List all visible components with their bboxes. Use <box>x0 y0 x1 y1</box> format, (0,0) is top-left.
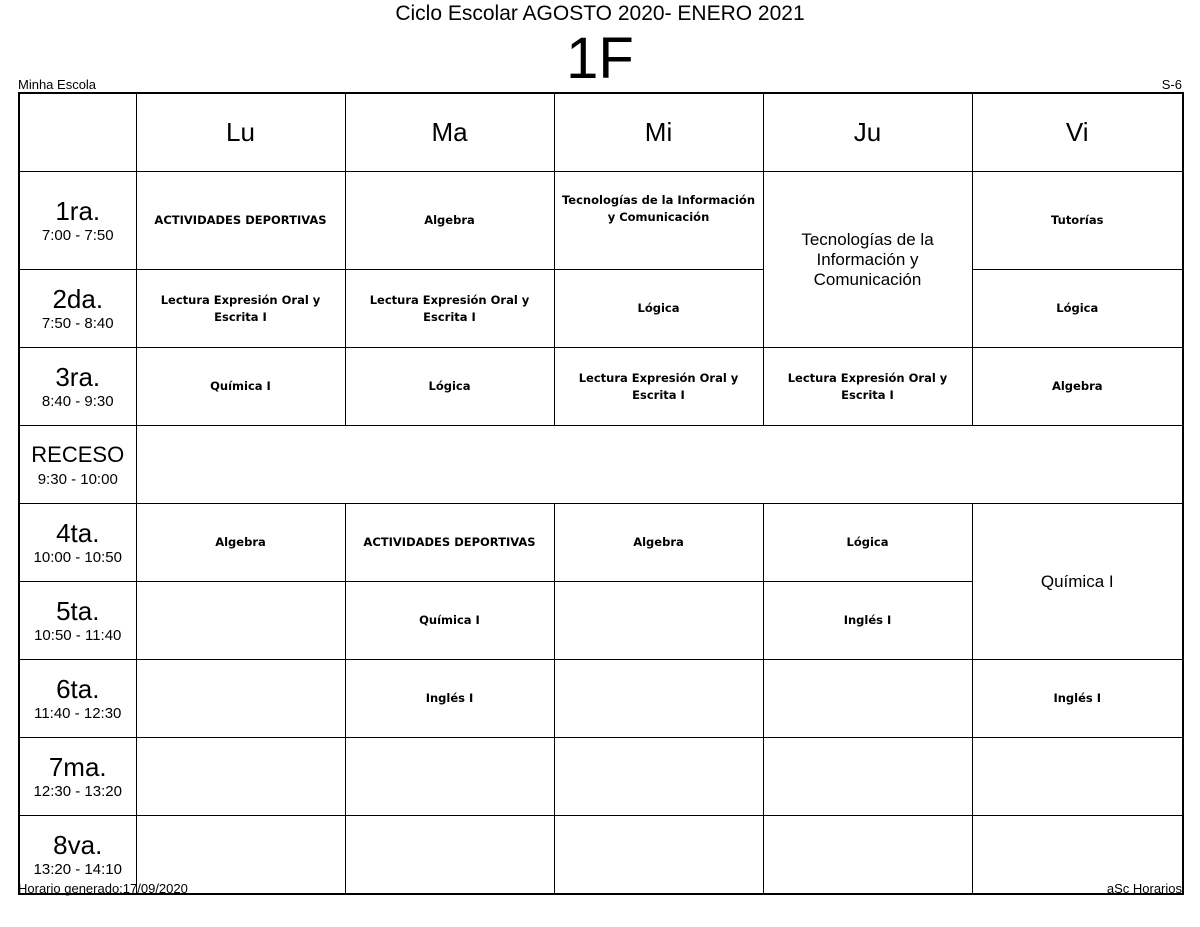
lesson-cell-p1-ma: Algebra <box>345 172 554 270</box>
period-time: 11:40 - 12:30 <box>34 705 122 722</box>
period-row-1 <box>19 172 1183 270</box>
class-name: 1F <box>566 26 634 91</box>
period-time: 9:30 - 10:00 <box>37 471 118 488</box>
period-name: 2da. <box>52 284 104 314</box>
period-time: 12:30 - 13:20 <box>33 783 122 800</box>
timetable-grid <box>18 92 1184 895</box>
period-label-break <box>19 426 136 504</box>
lesson-cell-p1-lu: ACTIVIDADES DEPORTIVAS <box>136 172 345 270</box>
period-label-2 <box>19 270 136 348</box>
day-header-lu: Lu <box>136 93 345 172</box>
break-cell <box>136 426 1183 504</box>
period-row-3 <box>19 348 1183 426</box>
period-time: 7:00 - 7:50 <box>41 227 114 244</box>
lesson-cell-p6-ju <box>763 660 972 738</box>
lesson-cell-p5-ma: Química I <box>345 582 554 660</box>
lesson-cell-p7-ma <box>345 738 554 816</box>
day-header-vi: Vi <box>972 93 1183 172</box>
lesson-cell-p4-ma: ACTIVIDADES DEPORTIVAS <box>345 504 554 582</box>
period-label-6 <box>19 660 136 738</box>
period-name: 5ta. <box>56 596 100 626</box>
lesson-cell-p6-ma: Inglés I <box>345 660 554 738</box>
period-label-4 <box>19 504 136 582</box>
lesson-cell-p6-lu <box>136 660 345 738</box>
break-row <box>19 426 1183 504</box>
day-header-ju: Ju <box>763 93 972 172</box>
lesson-cell-p3-lu: Química I <box>136 348 345 426</box>
lesson-cell-p5-ju: Inglés I <box>763 582 972 660</box>
period-label-1 <box>19 172 136 270</box>
period-name: 6ta. <box>56 674 100 704</box>
period-row-4 <box>19 504 1183 582</box>
lesson-cell-p3-ju: Lectura Expresión Oral y Escrita I <box>763 348 972 426</box>
lesson-cell-p3-vi: Algebra <box>972 348 1183 426</box>
day-header-row <box>19 93 1183 172</box>
software-credit: aSc Horarios <box>1106 881 1182 896</box>
lesson-cell-p2-vi: Lógica <box>972 270 1183 348</box>
lesson-cell-p4-ju: Lógica <box>763 504 972 582</box>
period-row-6 <box>19 660 1183 738</box>
lesson-cell-p7-ju <box>763 738 972 816</box>
period-time: 7:50 - 8:40 <box>41 315 114 332</box>
lesson-cell-p1-mi: Tecnologías de la Información y Comunicación <box>554 172 763 270</box>
lesson-cell-p7-mi <box>554 738 763 816</box>
lesson-cell-p3-ma: Lógica <box>345 348 554 426</box>
lesson-cell-p2-ma: Lectura Expresión Oral y Escrita I <box>345 270 554 348</box>
period-row-7 <box>19 738 1183 816</box>
lesson-cell-p4-mi: Algebra <box>554 504 763 582</box>
period-time: 10:00 - 10:50 <box>33 549 122 566</box>
period-label-5 <box>19 582 136 660</box>
lesson-cell-p2-mi: Lógica <box>554 270 763 348</box>
lesson-cell-p5-lu <box>136 582 345 660</box>
lesson-cell-p1-vi: Tutorías <box>972 172 1183 270</box>
period-name: 7ma. <box>48 752 107 782</box>
lesson-cell-p4-vi: Química I <box>972 504 1183 660</box>
lesson-cell-p8-ju <box>763 816 972 895</box>
period-name: 4ta. <box>56 518 100 548</box>
lesson-cell-p6-mi <box>554 660 763 738</box>
period-name: 1ra. <box>55 196 101 226</box>
lesson-cell-p8-mi <box>554 816 763 895</box>
period-time: 10:50 - 11:40 <box>34 627 122 644</box>
lesson-cell-p7-vi <box>972 738 1183 816</box>
school-name: Minha Escola <box>18 77 97 92</box>
corner-cell <box>19 93 136 172</box>
lesson-cell-p4-lu: Algebra <box>136 504 345 582</box>
period-time: 8:40 - 9:30 <box>41 393 114 410</box>
period-name: RECESO <box>31 442 125 467</box>
lesson-cell-p6-vi: Inglés I <box>972 660 1183 738</box>
lesson-cell-p5-mi <box>554 582 763 660</box>
period-name: 8va. <box>53 830 103 860</box>
period-label-7 <box>19 738 136 816</box>
period-name: 3ra. <box>55 362 101 392</box>
schedule-title: Ciclo Escolar AGOSTO 2020- ENERO 2021 <box>395 2 805 25</box>
room-code: S-6 <box>1161 77 1182 92</box>
lesson-cell-p2-lu: Lectura Expresión Oral y Escrita I <box>136 270 345 348</box>
period-row-2 <box>19 270 1183 348</box>
lesson-cell-p3-mi: Lectura Expresión Oral y Escrita I <box>554 348 763 426</box>
lesson-cell-p7-lu <box>136 738 345 816</box>
generated-date: Horario generado:17/09/2020 <box>18 881 188 896</box>
period-row-8 <box>19 816 1183 895</box>
day-header-ma: Ma <box>345 93 554 172</box>
lesson-cell-p8-ma <box>345 816 554 895</box>
day-header-mi: Mi <box>554 93 763 172</box>
period-label-3 <box>19 348 136 426</box>
period-time: 13:20 - 14:10 <box>33 861 122 878</box>
lesson-cell-p1-ju: Tecnologías de la Información y Comunicación <box>763 172 972 348</box>
